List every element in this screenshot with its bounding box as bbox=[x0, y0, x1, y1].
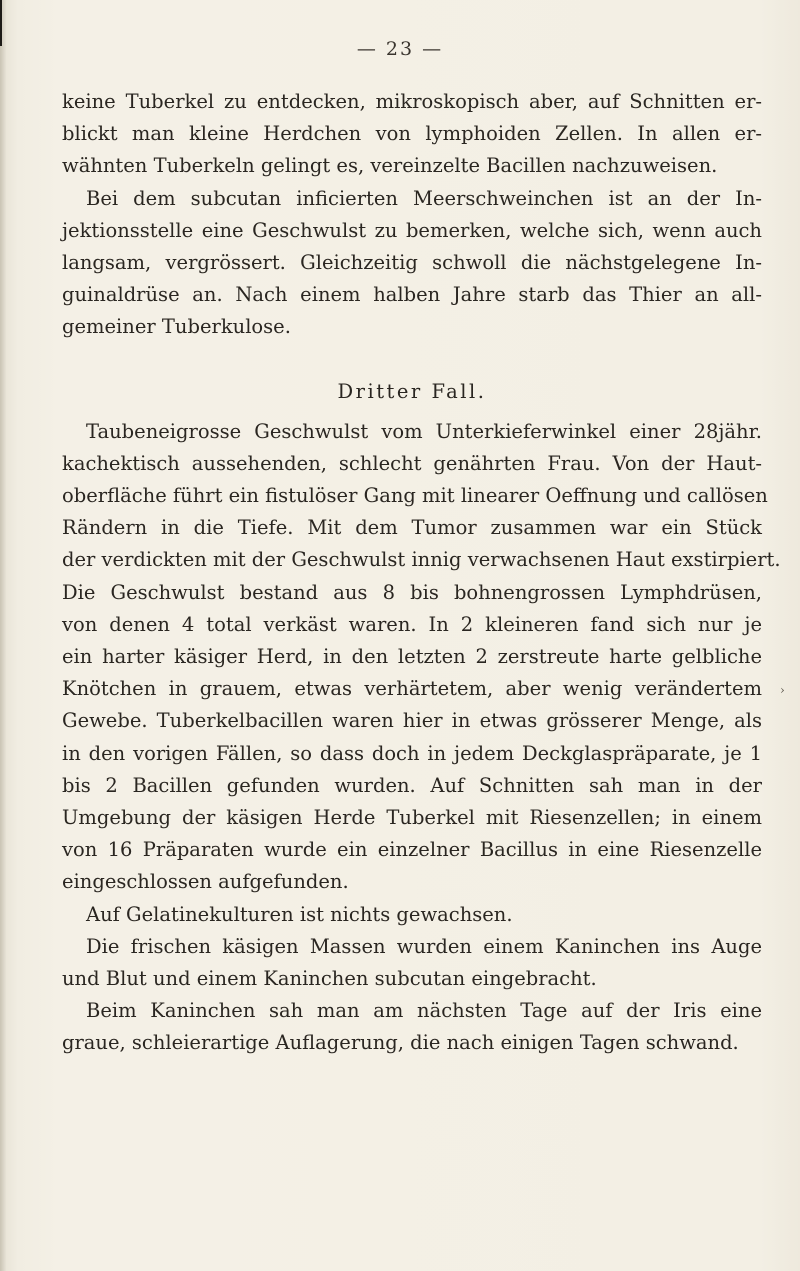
page-number: — 23 — bbox=[356, 38, 444, 60]
text-line: jektionsstelle eine Geschwulst zu bemerken, welche sich, wenn auch bbox=[62, 218, 762, 242]
text-line: Bei dem subcutan inficierten Meerschweinchen ist an der In- bbox=[86, 186, 762, 210]
text-line: und Blut und einem Kaninchen subcutan eingebracht. bbox=[62, 966, 597, 990]
text-line: wähnten Tuberkeln gelingt es, vereinzelte Bacillen nachzuweisen. bbox=[62, 154, 718, 178]
text-line: eingeschlossen aufgefunden. bbox=[62, 870, 349, 894]
text-line: Gewebe. Tuberkelbacillen waren hier in etwas grösserer Menge, als bbox=[62, 709, 762, 733]
text-line: blickt man kleine Herdchen von lymphoiden Zellen. In allen er- bbox=[62, 122, 762, 146]
paragraph bbox=[62, 86, 762, 183]
text-line: Knötchen in grauem, etwas verhärtetem, aber wenig verändertem bbox=[62, 677, 762, 701]
text-line: keine Tuberkel zu entdecken, mikroskopisch aber, auf Schnitten er- bbox=[62, 90, 762, 113]
margin-mark: › bbox=[780, 683, 785, 697]
text-line: langsam, vergrössert. Gleichzeitig schwoll die nächstgelegene In- bbox=[62, 250, 762, 274]
text-line: Die Geschwulst bestand aus 8 bis bohnengrossen Lymphdrüsen, bbox=[62, 580, 762, 604]
text-line: Beim Kaninchen sah man am nächsten Tage auf der Iris eine bbox=[86, 999, 762, 1023]
text-line: von 16 Präparaten wurde ein einzelner Bacillus in eine Riesenzelle bbox=[62, 838, 762, 862]
section-spacer bbox=[62, 344, 762, 376]
text-line: graue, schleierartige Auflagerung, die nach einigen Tagen schwand. bbox=[62, 1031, 739, 1055]
text-line: der verdickten mit der Geschwulst innig verwachsenen Haut exstirpiert. bbox=[62, 548, 781, 572]
text-line: bis 2 Bacillen gefunden wurden. Auf Schnitten sah man in der bbox=[62, 773, 762, 797]
section-spacer bbox=[62, 408, 762, 416]
text-line: Rändern in die Tiefe. Mit dem Tumor zusammen war ein Stück bbox=[62, 516, 762, 540]
body-text bbox=[62, 86, 781, 1059]
text-line: in den vorigen Fällen, so dass doch in jedem Deckglaspräparate, je 1 bbox=[62, 741, 762, 765]
text-line: kachektisch aussehenden, schlecht genährten Frau. Von der Haut- bbox=[62, 451, 762, 475]
paragraph bbox=[62, 931, 762, 995]
paragraph bbox=[62, 995, 762, 1059]
text-line: oberfläche führt ein fistulöser Gang mit linearer Oeffnung und callösen bbox=[62, 484, 768, 508]
text-line: guinaldrüse an. Nach einem halben Jahre starb das Thier an all- bbox=[62, 283, 762, 307]
section-heading: Dritter Fall. bbox=[337, 379, 487, 403]
paragraph bbox=[62, 899, 762, 931]
binding-edge bbox=[0, 0, 6, 1271]
paragraph bbox=[62, 183, 762, 344]
text-line: gemeiner Tuberkulose. bbox=[62, 315, 291, 339]
text-line: Auf Gelatinekulturen ist nichts gewachsen. bbox=[86, 902, 513, 926]
text-line: Die frischen käsigen Massen wurden einem Kaninchen ins Auge bbox=[86, 934, 762, 958]
text-line: Umgebung der käsigen Herde Tuberkel mit Riesenzellen; in einem bbox=[62, 805, 762, 829]
paragraph bbox=[62, 416, 781, 899]
text-line: ein harter käsiger Herd, in den letzten 2 zerstreute harte gelbliche bbox=[62, 645, 762, 668]
text-line: Taubeneigrosse Geschwulst vom Unterkieferwinkel einer 28jähr. bbox=[86, 419, 762, 443]
text-line: von denen 4 total verkäst waren. In 2 kleineren fand sich nur je bbox=[62, 612, 762, 636]
